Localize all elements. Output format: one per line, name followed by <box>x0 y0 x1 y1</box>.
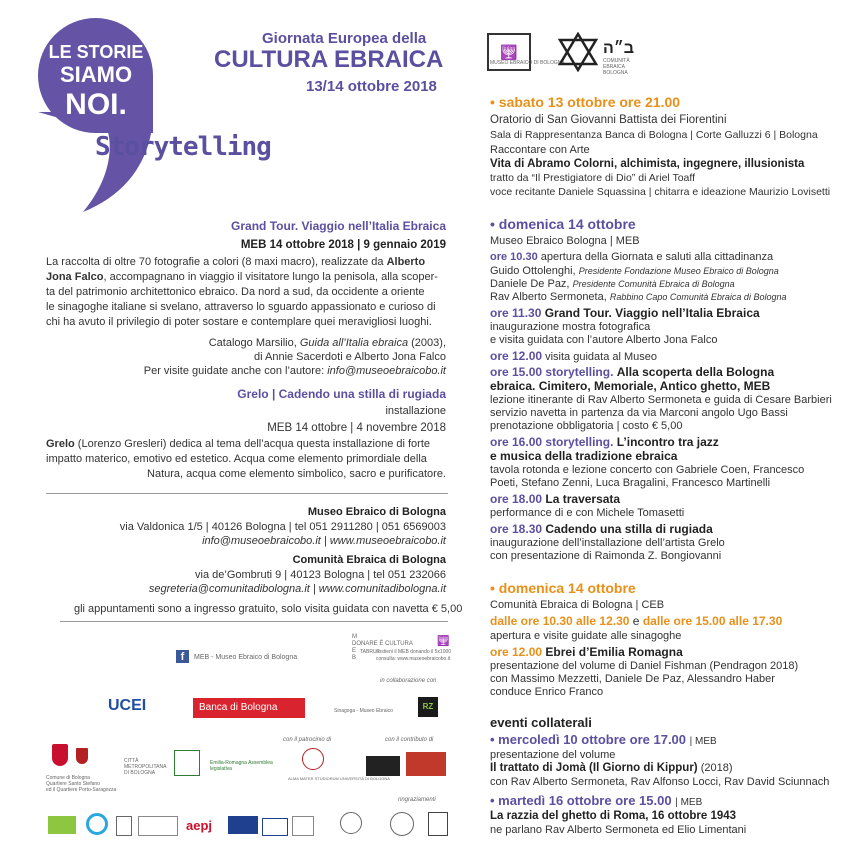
text: | MEB <box>689 736 717 747</box>
bubble-line-1: LE STORIE <box>48 42 144 62</box>
grand-tour-dates: MEB 14 ottobre 2018 | 9 gennaio 2019 <box>240 239 446 251</box>
gt-para-1 <box>46 256 425 269</box>
text: , accompagnano in viaggio il visitatore lungo la penisola, alla scoper- <box>103 271 438 283</box>
event-1800-a: performance di e con Michele Tomasetti <box>490 507 685 519</box>
event-dates: 13/14 ottobre 2018 <box>306 78 437 95</box>
quartiere-1: Quartiere Santo Stefano <box>46 781 100 787</box>
sunday-2-a: apertura e visite guidate alle sinagoghe <box>490 630 682 642</box>
facebook-icon[interactable]: f <box>176 650 189 663</box>
wed-line-h <box>490 762 733 775</box>
grelo-para-1 <box>46 438 430 451</box>
grelo-para-2: impatto materico, emotivo ed estetico. Acqua come elemento primordiale della <box>46 453 427 465</box>
divider <box>60 621 448 622</box>
text: ore 18.00 <box>490 492 543 506</box>
bubble-line-3: NOI. <box>65 88 127 121</box>
text: La raccolta di oltre 70 fotografie a colori (8 maxi macro), realizzate da <box>46 256 384 268</box>
donate-e: E <box>352 648 357 654</box>
event-1600-a: tavola rotonda e lezione concerto con Gabriele Coen, Francesco <box>490 464 805 476</box>
sat-line-6: voce recitante Daniele Squassina | chitarra e ideazione Maurizio Lovisetti <box>490 186 831 198</box>
star-of-david-icon <box>556 32 600 72</box>
text: (2003), <box>411 337 446 349</box>
sat-line-4: Vita di Abramo Colorni, alchimista, ingegnere, illusionista <box>490 158 805 170</box>
event-1600 <box>490 436 719 449</box>
event-1500-b: servizio navetta in partenza da via Marconi angolo Ugo Bassi <box>490 407 788 419</box>
event-1500-c: prenotazione obbligatoria | costo € 5,00 <box>490 420 683 432</box>
thanks-logo-1 <box>48 816 76 834</box>
text: ore 12.00 <box>490 645 543 659</box>
text: Grelo <box>46 438 75 450</box>
ministero-emblem-icon <box>340 812 362 834</box>
event-1800 <box>490 493 620 506</box>
comunita-logo-text: COMUNITÀ EBRAICA BOLOGNA <box>603 58 630 76</box>
citta-logo: CITTÀ METROPOLITANA DI BOLOGNA <box>124 758 167 776</box>
grelo-title: Grelo | Cadendo una stilla di rugiada <box>237 387 446 401</box>
quartiere-2: ed il Quartiere Porto-Saragozza <box>46 787 117 793</box>
text: apertura della Giornata e saluti alla cittadinanza <box>540 251 774 263</box>
meb-web[interactable]: info@museoebraicobo.it | www.museoebraicobo.it <box>202 535 446 547</box>
sunday-place-2: Comunità Ebraica di Bologna | CEB <box>490 599 665 611</box>
text: La traversata <box>545 492 621 506</box>
free-entry-note: gli appuntamenti sono a ingresso gratuito, solo visita guidata con navetta € 5,00 <box>74 603 463 615</box>
event-1600-b: Poeti, Stefano Zenni, Luca Bragalini, Francesco Martinelli <box>490 477 771 489</box>
thanks-logo-3 <box>116 816 132 836</box>
text: Ebrei d’Emilia Romagna <box>545 645 683 659</box>
donate-line-2: sostieni il MEB donando il 5x1000 <box>376 649 452 655</box>
event-1030-c <box>490 278 735 291</box>
thanks-logo-2 <box>86 813 108 835</box>
thanks-logo-6 <box>292 816 314 836</box>
ucei-logo: UCEI <box>108 697 147 714</box>
text: dalle ore 15.00 alle 17.30 <box>642 614 783 628</box>
text: ore 12.00 <box>490 349 543 363</box>
event-1130-a: inaugurazione mostra fotografica <box>490 321 651 333</box>
wed-line-a: presentazione del volume <box>490 749 616 761</box>
text: ore 15.00 <box>490 365 543 379</box>
text: e <box>632 614 640 628</box>
sunday-heading-1: • domenica 14 ottobre <box>490 216 636 232</box>
tue-line-a: ne parlano Rav Alberto Sermoneta ed Elio Limentani <box>490 824 747 836</box>
menorah-icon: 🕎 <box>437 636 450 647</box>
thanks-logo-5 <box>262 818 288 836</box>
donate-b: B <box>352 655 357 661</box>
text: Alberto <box>386 256 426 268</box>
banca-logo: Banca di Bologna <box>193 698 305 718</box>
thanks-logo-4 <box>138 816 178 836</box>
text: Presidente Comunità Ebraica di Bologna <box>572 279 735 289</box>
grelo-dates: MEB 14 ottobre | 4 novembre 2018 <box>267 422 446 434</box>
sat-line-5: tratto da “Il Prestigiatore di Dio” di Ariel Toaff <box>490 172 696 184</box>
ceb-address: via de’Gombruti 9 | 40123 Bologna | tel 051 232066 <box>195 569 446 581</box>
text: Rav Alberto Sermoneta, <box>490 291 607 303</box>
text: Guido Ottolenghi, <box>490 265 576 277</box>
sat-line-1: Oratorio di San Giovanni Battista dei Fiorentini <box>490 114 727 126</box>
ceb-web[interactable]: segreteria@comunitadibologna.it | www.comunitadibologna.it <box>148 583 446 595</box>
text: ore 16.00 <box>490 435 543 449</box>
menorah-icon: 🕎 <box>500 43 518 60</box>
meb-name: Museo Ebraico di Bologna <box>307 506 446 518</box>
contributor-logo-2 <box>406 752 446 776</box>
sat-line-3: Raccontare con Arte <box>490 144 590 156</box>
wednesday-heading <box>490 733 717 748</box>
sunday-2-times <box>490 615 782 628</box>
sunday-heading-2: • domenica 14 ottobre <box>490 580 636 596</box>
event-1830-b: con presentazione di Raimonda Z. Bongiovanni <box>490 550 722 562</box>
unibo-seal-icon <box>302 748 324 770</box>
donate-title: DONARE È CULTURA <box>352 641 413 647</box>
text: Alla scoperta della Bologna <box>616 365 775 379</box>
text: dalle ore 10.30 alle 12.30 <box>490 614 630 628</box>
text: • mercoledì 10 ottobre ore 17.00 <box>490 732 687 747</box>
tuesday-heading <box>490 794 702 809</box>
text: Rabbino Capo Comunità Ebraica di Bologna <box>609 292 787 302</box>
ringraziamenti-label: ringraziamenti <box>398 797 436 803</box>
donate-tabrut: TABRUT <box>360 649 380 655</box>
regione-logo: Emilia-Romagna Assemblea legislativa <box>210 760 273 772</box>
text: L’incontro tra jazz <box>616 435 719 449</box>
sat-line-2: Sala di Rappresentanza Banca di Bologna | Corte Galluzzi 6 | Bologna <box>490 129 818 141</box>
event-1030 <box>490 251 773 264</box>
wed-line-b: con Rav Alberto Sermoneta, Rav Alfonso Locci, Rav David Sciunnach <box>490 776 830 788</box>
text: Jona Falco <box>46 271 104 283</box>
grelo-para-3: Natura, acqua come elemento simbolico, sacro e purificatore. <box>147 468 446 480</box>
text: Cadendo una stilla di rugiada <box>545 522 713 536</box>
gt-para-2 <box>46 271 438 284</box>
event-1830-a: inaugurazione dell’installazione dell’artista Grelo <box>490 537 725 549</box>
storytelling-title: Storytelling <box>95 132 271 162</box>
text: ore 11.30 <box>490 306 542 320</box>
event-1130 <box>490 307 760 320</box>
ceb-name: Comunità Ebraica di Bologna <box>292 554 446 566</box>
text: Daniele De Paz, <box>490 278 570 290</box>
gt-para-3: ta del patrimonio architettonico ebraico. Da nord a sud, da occidente a oriente <box>46 286 425 298</box>
speech-bubble-tail <box>38 112 173 212</box>
rz-logo: RZ <box>418 697 438 717</box>
gt-para-4: le sinagoghe italiane si svelano, attraverso lo sguardo appassionato e curioso di <box>46 301 436 313</box>
donate-m: M <box>352 634 357 640</box>
emblem-icon <box>390 812 414 836</box>
contributo-label: con il contributo di <box>385 737 434 743</box>
museo-logo-text: MUSEO EBRAICO DI BOLOGNA <box>490 60 565 66</box>
patrocinio-label: con il patrocinio di <box>283 737 332 743</box>
text: (Lorenzo Gresleri) dedica al tema dell’acqua questa installazione di forte <box>77 438 430 450</box>
sinagoga-logo: Sinagoga - Museo Ebraico <box>334 708 393 714</box>
event-1200 <box>490 350 657 364</box>
bubble-line-2: SIAMO <box>59 62 133 87</box>
event-1500 <box>490 366 774 379</box>
text: info@museoebraicobo.it <box>327 365 446 377</box>
collateral-heading: eventi collaterali <box>490 715 592 730</box>
event-line-1: Giornata Europea della <box>262 30 427 47</box>
event-1030-d <box>490 291 786 304</box>
sunday-place-1: Museo Ebraico Bologna | MEB <box>490 235 640 247</box>
tue-line-h: La razzia del ghetto di Roma, 16 ottobre 1943 <box>490 810 737 822</box>
event-1030-b <box>490 265 779 278</box>
event-1130-b: e visita guidata con l’autore Alberto Jona Falco <box>490 334 718 346</box>
event-1500-h2: ebraica. Cimitero, Memoriale, Antico ghetto, MEB <box>490 379 771 393</box>
text: Presidente Fondazione Museo Ebraico di Bologna <box>578 266 779 276</box>
aepj-logo: aepj <box>186 818 213 833</box>
unibo-logo: ALMA MATER STUDIORUM UNIVERSITÀ DI BOLOGNA <box>288 776 390 781</box>
gt-para-5: chi ha avuto il privilegio di poter sostare e contemplare quei meravigliosi luoghi. <box>46 316 432 328</box>
text: (2018) <box>700 762 733 774</box>
text: ore 10.30 <box>490 251 538 263</box>
text: Per visite guidate anche con l’autore: <box>143 365 325 377</box>
divider <box>46 493 448 494</box>
contributor-logo-1 <box>366 756 400 776</box>
hebrew-mark: ב״ה <box>603 40 635 57</box>
event-1600-h2: e musica della tradizione ebraica <box>490 449 678 463</box>
comune-logo: Comune di Bologna <box>46 775 90 781</box>
text: Catalogo Marsilio, <box>208 337 297 349</box>
thanks-logo-7 <box>428 812 448 836</box>
event-ceb-1200-c: conduce Enrico Franco <box>490 686 604 698</box>
text: | MEB <box>675 797 703 808</box>
catalog-line-2: di Annie Sacerdoti e Alberto Jona Falco <box>253 351 446 363</box>
event-ceb-1200-b: con Massimo Mezzetti, Daniele De Paz, Alessandro Haber <box>490 673 775 685</box>
saturday-heading: • sabato 13 ottobre ore 21.00 <box>490 94 681 110</box>
comune-shield-icon <box>52 744 68 766</box>
facebook-label[interactable]: MEB - Museo Ebraico di Bologna <box>194 654 298 661</box>
event-ceb-1200-a: presentazione del volume di Daniel Fishman (Pendragon 2018) <box>490 660 799 672</box>
collab-label: in collaborazione con <box>380 678 437 684</box>
catalog-line-3 <box>144 365 446 378</box>
text: • martedì 16 ottobre ore 15.00 <box>490 793 672 808</box>
text: storytelling. <box>545 365 614 379</box>
grelo-sub: installazione <box>385 405 446 417</box>
donate-line-3: consulta: www.museoebraicobo.it <box>376 656 451 662</box>
event-1830 <box>490 523 713 536</box>
event-ceb-1200 <box>490 646 683 659</box>
text: ore 18.30 <box>490 522 543 536</box>
council-of-europe-logo <box>228 816 258 834</box>
comunita-logo <box>556 32 600 72</box>
meb-address: via Valdonica 1/5 | 40126 Bologna | tel 051 2911280 | 051 6569003 <box>119 521 446 533</box>
text: Il trattato di Jomà (Il Giorno di Kippur) <box>490 762 698 774</box>
catalog-line-1 <box>209 337 446 350</box>
event-line-2: CULTURA EBRAICA <box>214 46 444 73</box>
text: Guida all’Italia ebraica <box>299 337 409 349</box>
text: Grand Tour. Viaggio nell’Italia Ebraica <box>544 306 760 320</box>
event-1500-a: lezione itinerante di Rav Alberto Sermoneta e guida di Cesare Barbieri <box>490 394 832 406</box>
regione-logo-icon <box>174 750 200 776</box>
text: storytelling. <box>545 435 614 449</box>
quartiere-shield-icon <box>76 748 88 764</box>
text: visita guidata al Museo <box>545 351 658 363</box>
grand-tour-title: Grand Tour. Viaggio nell’Italia Ebraica <box>231 219 446 233</box>
